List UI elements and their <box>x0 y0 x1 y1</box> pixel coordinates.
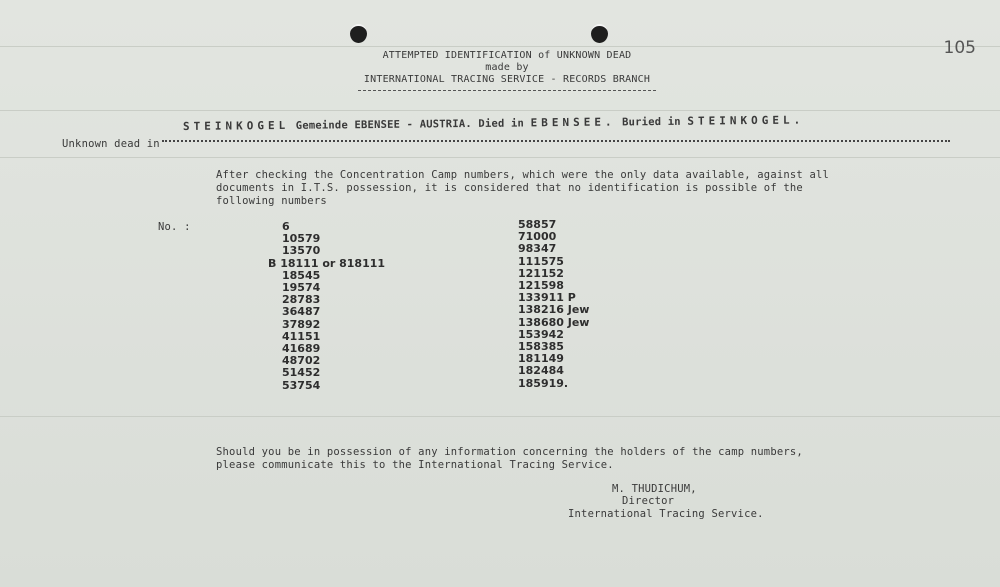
punch-hole <box>591 24 608 43</box>
camp-number: 6 <box>282 220 290 233</box>
numbers-label: No. : <box>158 221 191 233</box>
camp-number: 41151 <box>282 329 321 343</box>
camp-number: 121152 <box>518 266 564 280</box>
gemeinde-label: Gemeinde <box>295 119 349 132</box>
fold-line <box>0 46 1000 47</box>
closing-line-2: please communicate this to the International Tracing Service. <box>216 459 614 471</box>
camp-number: 138216 Jew <box>518 303 590 317</box>
signature-title: Director <box>622 495 675 507</box>
closing-line-1: Should you be in possession of any information concerning the holders of the camp numbers, <box>216 446 803 458</box>
camp-number: 41689 <box>282 342 321 355</box>
camp-number: 53754 <box>282 378 321 392</box>
place-name: STEINKOGEL <box>182 118 290 133</box>
camp-number: B 18111 or 818111 <box>268 256 386 270</box>
dotted-leader <box>162 140 950 142</box>
camp-number: 121598 <box>518 279 564 292</box>
camp-number: 13570 <box>282 244 321 258</box>
intro-line-3: following numbers <box>216 195 327 207</box>
intro-line-1: After checking the Concentration Camp numbers, which were the only data available, against all <box>216 169 830 181</box>
unknown-dead-label: Unknown dead in <box>62 138 160 150</box>
header-line-3: INTERNATIONAL TRACING SERVICE - RECORDS BRANCH <box>363 74 651 85</box>
header-line-2: made by <box>485 62 529 73</box>
camp-number: 71000 <box>518 230 557 244</box>
intro-line-2: documents in I.T.S. possession, it is considered that no identification is possible of the <box>216 182 803 194</box>
header-underline <box>358 90 656 91</box>
camp-number: 28783 <box>282 293 321 307</box>
punch-hole <box>350 24 367 43</box>
camp-number: 18545 <box>282 268 321 282</box>
signature-name: M. THUDICHUM, <box>612 483 697 495</box>
camp-number: 182484 <box>518 364 564 378</box>
camp-number: 133911 P <box>518 291 576 305</box>
fold-line <box>0 416 1000 417</box>
location-line <box>183 113 804 133</box>
camp-number: 185919. <box>518 376 569 390</box>
camp-number: 158385 <box>518 340 564 353</box>
camp-number: 10579 <box>282 232 321 246</box>
died-label: Died in <box>478 117 525 130</box>
camp-number: 51452 <box>282 366 321 380</box>
died-in-value: EBENSEE. <box>530 115 616 130</box>
camp-number: 111575 <box>518 254 564 268</box>
camp-number: 58857 <box>518 218 557 231</box>
signature-org: International Tracing Service. <box>568 508 764 520</box>
fold-line <box>0 157 1000 158</box>
fold-line <box>0 110 1000 111</box>
gemeinde-value: EBENSEE - AUSTRIA. <box>354 117 472 132</box>
camp-number: 37892 <box>282 317 321 331</box>
camp-number: 181149 <box>518 352 564 366</box>
buried-label: Buried in <box>622 115 681 129</box>
camp-number: 19574 <box>282 281 321 294</box>
camp-number: 98347 <box>518 242 557 256</box>
camp-number: 153942 <box>518 327 564 341</box>
header-line-1: ATTEMPTED IDENTIFICATION of UNKNOWN DEAD <box>382 50 632 61</box>
camp-number: 48702 <box>282 354 321 368</box>
page-number: 105 <box>943 38 976 58</box>
camp-number: 138680 Jew <box>518 315 590 329</box>
camp-number: 36487 <box>282 305 321 319</box>
buried-in-value: STEINKOGEL. <box>687 113 805 128</box>
